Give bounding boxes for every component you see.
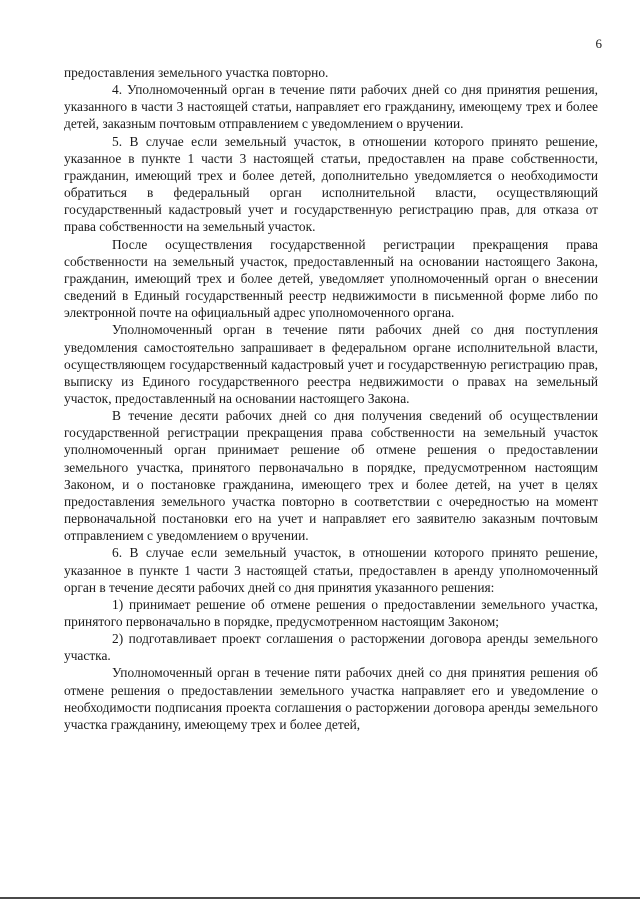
document-body [64,64,598,733]
paragraph-continuation: предоставления земельного участка повторно. [64,65,329,80]
paragraph: Уполномоченный орган в течение пяти рабочих дней со дня принятия решения об отмене решения о предоставлении земельного участка направляет его и уведомление о необходимости подписания проекта соглашения о расторжении договора аренды земельного участка гражданину, имеющему трех и более детей, [64,665,598,732]
page-number: 6 [595,36,602,51]
subitem-2: 2) подготавливает проект соглашения о расторжении договора аренды земельного участка. [64,631,598,664]
paragraph-item-6: 6. В случае если земельный участок, в отношении которого принято решение, указанное в пункте 1 части 3 настоящей статьи, предоставлен в аренду уполномоченный орган в течение десяти рабочих дней со дня принятия указанного решения: [64,545,598,595]
paragraph-item-4: 4. Уполномоченный орган в течение пяти рабочих дней со дня принятия решения, указанного в части 3 настоящей статьи, направляет его гражданину, имеющему трех и более детей, заказным почтовым отправлением с уведомлением о вручении. [64,82,598,132]
paragraph-item-5: 5. В случае если земельный участок, в отношении которого принято решение, указанное в пункте 1 части 3 настоящей статьи, предоставлен на праве собственности, гражданин, имеющий трех и более детей, дополнительно уведомляется о необходимости обратиться в федеральный орган исполнительной власти, осуществляющий государственный кадастровый учет и государственную регистрацию прав, для отказа от права собственности на земельный участок. [64,133,598,235]
subitem-1: 1) принимает решение об отмене решения о предоставлении земельного участка, принятого первоначально в порядке, предусмотренном настоящим Законом; [64,596,598,629]
paragraph: В течение десяти рабочих дней со дня получения сведений об осуществлении государственной регистрации прекращения права собственности на земельный участок уполномоченный орган принимает решение об отмене решения о предоставлении земельного участка, принятого первоначально в порядке, предусмотренном настоящим Законом, и о постановке гражданина, имеющего трех и более детей, на учет в целях предоставления земельного участка повторно в соответствии с очередностью на момент первоначальной постановки его на учет и направляет его заявителю заказным почтовым отправлением с уведомлением о вручении. [64,408,598,544]
paragraph: Уполномоченный орган в течение пяти рабочих дней со дня поступления уведомления самостоятельно запрашивает в федеральном органе исполнительной власти, осуществляющем государственный кадастровый учет и государственную регистрацию прав, выписку из Единого государственного реестра недвижимости о правах на земельный участок, предоставленный на основании настоящего Закона. [64,322,598,406]
scan-bottom-edge [0,897,640,899]
paragraph: После осуществления государственной регистрации прекращения права собственности на земельный участок, предоставленный на основании настоящего Закона, гражданин, имеющий трех и более детей, уведомляет уполномоченный орган о внесении сведений в Единый государственный реестр недвижимости в письменной форме либо по электронной почте на официальный адрес уполномоченного органа. [64,236,598,321]
